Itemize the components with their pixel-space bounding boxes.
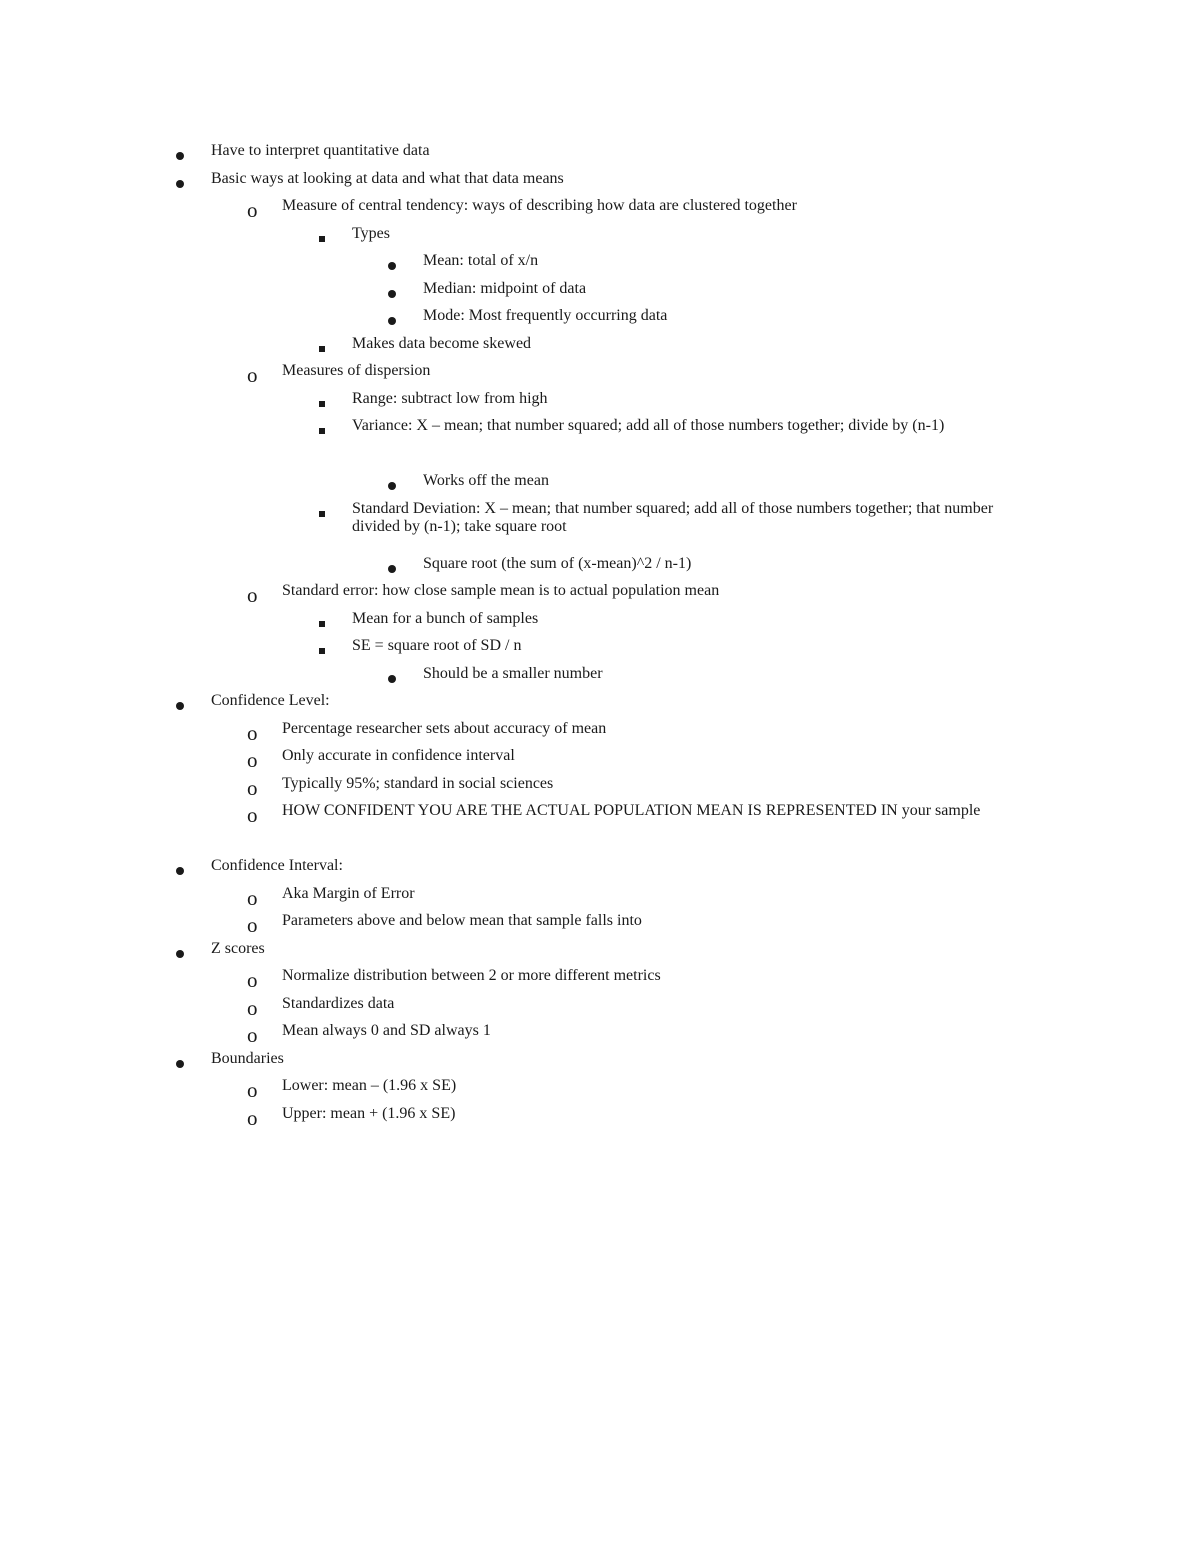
list-item <box>0 775 1200 803</box>
list-item <box>0 417 1200 472</box>
bullet-ring-icon: o <box>247 775 258 800</box>
list-item <box>0 637 1200 665</box>
list-item-text: SE = square root of SD / n <box>352 637 522 654</box>
list-item <box>0 1050 1200 1078</box>
bullet-dot-icon <box>388 252 408 280</box>
bullet-square-icon <box>319 390 339 418</box>
list-item <box>0 802 1200 857</box>
list-item-text: Aka Margin of Error <box>282 884 415 902</box>
list-item <box>0 390 1200 418</box>
list-item-text: Should be a smaller number <box>423 664 603 682</box>
list-item-text: Standard Deviation: X – mean; that number squared; add all of those numbers together; that number divided by (n-1); take square root <box>352 499 994 535</box>
list-item-text: HOW CONFIDENT YOU ARE THE ACTUAL POPULATION MEAN IS REPRESENTED IN your sample <box>282 802 981 819</box>
list-item <box>0 142 1200 170</box>
bullet-dot-icon <box>388 665 408 693</box>
bullet-square-icon <box>319 417 339 445</box>
bullet-ring-icon: o <box>247 995 258 1020</box>
list-item-text: Measure of central tendency: ways of describing how data are clustered together <box>282 197 797 214</box>
bullet-dot-icon <box>176 142 196 170</box>
list-item-text: Mean always 0 and SD always 1 <box>282 1022 491 1039</box>
list-item-text: Basic ways at looking at data and what that data means <box>211 169 564 187</box>
list-item-text: Percentage researcher sets about accuracy of mean <box>282 719 607 737</box>
bullet-square-icon <box>319 500 339 528</box>
bullet-dot-icon <box>176 940 196 968</box>
list-item <box>0 197 1200 225</box>
bullet-dot-icon <box>176 170 196 198</box>
list-item <box>0 995 1200 1023</box>
list-item-text: Median: midpoint of data <box>423 279 587 297</box>
list-item <box>0 307 1200 335</box>
bullet-square-icon <box>319 225 339 253</box>
list-item-text: Standardizes data <box>282 994 395 1012</box>
list-item <box>0 170 1200 198</box>
list-item-text: Variance: X – mean; that number squared; add all of those numbers together; divide by (n-1) <box>352 417 945 434</box>
list-item <box>0 610 1200 638</box>
bullet-dot-icon <box>388 307 408 335</box>
list-item <box>0 362 1200 390</box>
list-item <box>0 857 1200 885</box>
list-item-text: Mean: total of x/n <box>423 252 539 269</box>
bullet-dot-icon <box>388 472 408 500</box>
list-item <box>0 967 1200 995</box>
list-item-text: Z scores <box>211 939 265 957</box>
bullet-ring-icon: o <box>247 720 258 745</box>
bullet-square-icon <box>319 637 339 665</box>
bullet-ring-icon: o <box>247 1023 258 1047</box>
bullet-dot-icon <box>176 692 196 720</box>
list-item-text: Normalize distribution between 2 or more different metrics <box>282 967 661 984</box>
list-item-text: Range: subtract low from high <box>352 389 548 407</box>
list-item-text: Typically 95%; standard in social sciences <box>282 774 554 792</box>
list-item <box>0 1077 1200 1105</box>
list-item-text: Square root (the sum of (x-mean)^2 / n-1) <box>423 554 692 572</box>
bullet-dot-icon <box>388 280 408 308</box>
list-item-text: Works off the mean <box>423 472 549 489</box>
bullet-ring-icon: o <box>247 803 258 827</box>
bullet-ring-icon: o <box>247 1105 258 1130</box>
bullet-ring-icon: o <box>247 748 258 772</box>
list-item-text: Confidence Interval: <box>211 857 343 874</box>
list-item-text: Boundaries <box>211 1049 284 1067</box>
list-item <box>0 500 1200 555</box>
list-item-text: Standard error: how close sample mean is to actual population mean <box>282 582 720 599</box>
list-item-text: Lower: mean – (1.96 x SE) <box>282 1077 457 1094</box>
bullet-ring-icon: o <box>247 1078 258 1102</box>
bullet-ring-icon: o <box>247 363 258 387</box>
bullet-dot-icon <box>176 857 196 885</box>
list-item <box>0 1105 1200 1133</box>
list-item <box>0 1022 1200 1050</box>
list-item <box>0 335 1200 363</box>
list-item <box>0 747 1200 775</box>
list-item <box>0 692 1200 720</box>
bullet-ring-icon: o <box>247 583 258 607</box>
list-item-text: Types <box>352 224 390 242</box>
list-item <box>0 225 1200 253</box>
list-item-text: Only accurate in confidence interval <box>282 747 515 764</box>
bullet-square-icon <box>319 610 339 638</box>
list-item <box>0 665 1200 693</box>
list-item <box>0 582 1200 610</box>
list-item-text: Mean for a bunch of samples <box>352 609 539 627</box>
list-item <box>0 940 1200 968</box>
list-item-text: Mode: Most frequently occurring data <box>423 307 668 324</box>
list-item-text: Measures of dispersion <box>282 362 431 379</box>
list-item <box>0 885 1200 913</box>
list-item-text: Makes data become skewed <box>352 334 532 352</box>
list-item <box>0 280 1200 308</box>
list-item-text: Have to interpret quantitative data <box>211 142 430 159</box>
bullet-ring-icon: o <box>247 968 258 992</box>
list-item <box>0 720 1200 748</box>
bullet-ring-icon: o <box>247 885 258 910</box>
bullet-dot-icon <box>176 1050 196 1078</box>
list-item <box>0 252 1200 280</box>
list-item-text: Confidence Level: <box>211 692 330 709</box>
list-item <box>0 472 1200 500</box>
bullet-ring-icon: o <box>247 198 258 222</box>
notes-outline <box>0 142 1200 1132</box>
list-item-text: Parameters above and below mean that sample falls into <box>282 912 642 929</box>
list-item <box>0 555 1200 583</box>
list-item <box>0 912 1200 940</box>
list-item-text: Upper: mean + (1.96 x SE) <box>282 1104 456 1122</box>
bullet-ring-icon: o <box>247 913 258 937</box>
bullet-dot-icon <box>388 555 408 583</box>
bullet-square-icon <box>319 335 339 363</box>
